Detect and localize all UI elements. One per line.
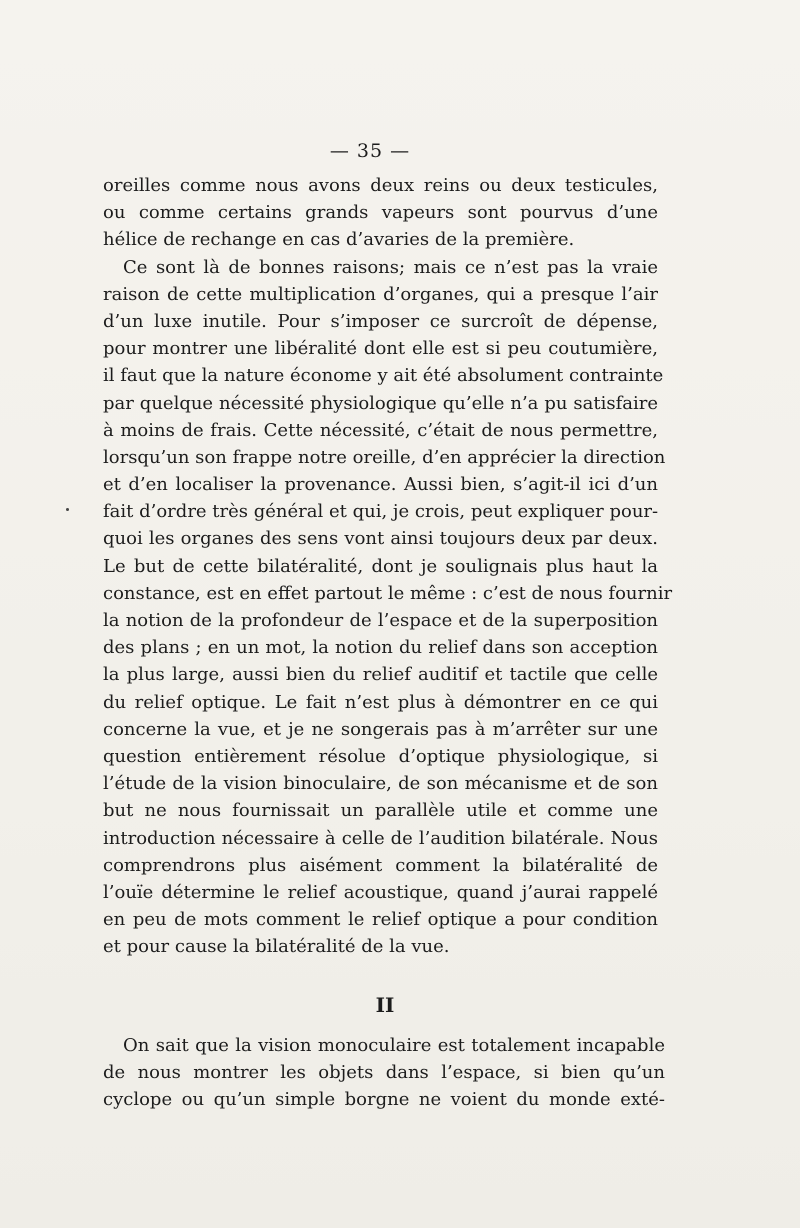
- text-line: cyclope ou qu’un simple borgne ne voient du monde exté-: [103, 1089, 665, 1111]
- text-line: l’ouïe détermine le relief acoustique, quand j’aurai rappelé: [103, 881, 658, 903]
- text-line: constance, est en effet partout le même : c’est de nous fournir: [103, 582, 673, 604]
- text-line: du relief optique. Le fait n’est plus à démontrer en ce qui: [103, 691, 658, 713]
- body-text: [103, 172, 673, 960]
- text-line: quoi les organes des sens vont ainsi toujours deux par deux.: [103, 528, 658, 550]
- text-line: et pour cause la bilatéralité de la vue.: [103, 936, 450, 958]
- text-line: des plans ; en un mot, la notion du relief dans son acception: [103, 637, 658, 659]
- text-line: question entièrement résolue d’optique physiologique, si: [103, 745, 658, 767]
- text-line: lorsqu’un son frappe notre oreille, d’en apprécier la direction: [103, 446, 666, 468]
- page-number: — 35 —: [329, 140, 411, 162]
- text-line: de nous montrer les objets dans l’espace, si bien qu’un: [103, 1062, 665, 1084]
- text-line: en peu de mots comment le relief optique a pour condition: [103, 909, 658, 931]
- text-line: par quelque nécessité physiologique qu’elle n’a pu satisfaire: [103, 392, 658, 414]
- text-line: à moins de frais. Cette nécessité, c’était de nous permettre,: [103, 419, 658, 441]
- text-line: fait d’ordre très général et qui, je crois, peut expliquer pour-: [103, 501, 659, 523]
- text-line: concerne la vue, et je ne songerais pas à m’arrêter sur une: [103, 718, 658, 740]
- text-line: oreilles comme nous avons deux reins ou deux testicules,: [103, 175, 658, 196]
- text-line: raison de cette multiplication d’organes, qui a presque l’air: [103, 283, 658, 305]
- text-line: but ne nous fournissait un parallèle utile et comme une: [103, 800, 658, 822]
- text-line: ou comme certains grands vapeurs sont pourvus d’une: [103, 202, 658, 224]
- text-line: d’un luxe inutile. Pour s’imposer ce surcroît de dépense,: [103, 310, 658, 332]
- text-line: introduction nécessaire à celle de l’audition bilatérale. Nous: [103, 827, 658, 849]
- text-line: il faut que la nature économe y ait été absolument contrainte: [103, 365, 664, 387]
- text-line: hélice de rechange en cas d’avaries de la première.: [103, 229, 575, 251]
- section-heading: II: [375, 993, 395, 1017]
- text-line: et d’en localiser la provenance. Aussi bien, s’agit-il ici d’un: [103, 474, 658, 496]
- text-line: comprendrons plus aisément comment la bilatéralité de: [103, 854, 658, 876]
- text-line: Le but de cette bilatéralité, dont je soulignais plus haut la: [103, 555, 658, 577]
- margin-speck: [66, 508, 69, 511]
- text-line: l’étude de la vision binoculaire, de son mécanisme et de son: [103, 773, 658, 795]
- text-line: la notion de la profondeur de l’espace et de la superposition: [103, 610, 658, 631]
- text-line: Ce sont là de bonnes raisons; mais ce n’est pas la vraie: [123, 256, 658, 278]
- text-line: la plus large, aussi bien du relief auditif et tactile que celle: [103, 664, 658, 686]
- text-line: On sait que la vision monoculaire est totalement incapable: [123, 1035, 665, 1056]
- text-line: pour montrer une libéralité dont elle est si peu coutumière,: [103, 338, 658, 360]
- section-text: [103, 1032, 665, 1114]
